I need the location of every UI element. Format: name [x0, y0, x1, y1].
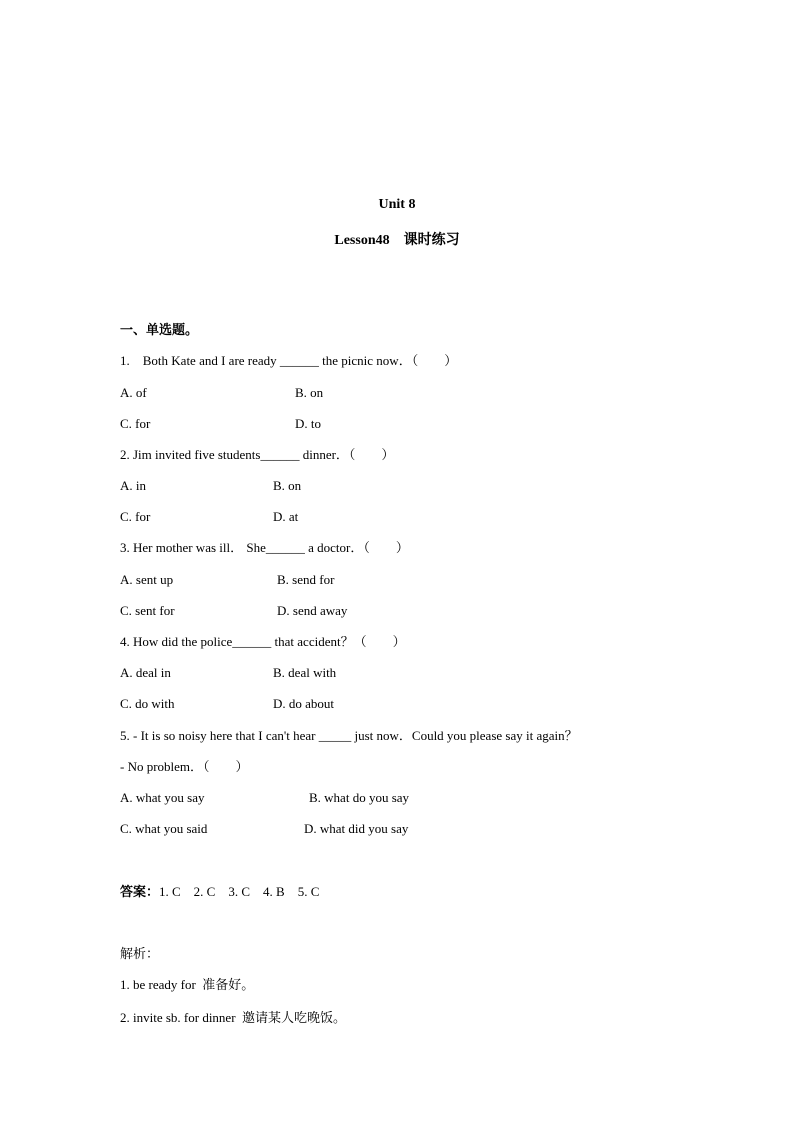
- question-4-option-a: A. deal in: [120, 665, 171, 680]
- question-5-option-d: D. what did you say: [304, 821, 409, 836]
- question-3-option-c: C. sent for: [120, 603, 175, 618]
- question-2-option-c: C. for: [120, 509, 151, 524]
- question-4-option-b: B. deal with: [273, 665, 337, 680]
- lesson-title: Lesson48 课时练习: [334, 233, 460, 248]
- analysis-item-1: 1. be ready for 准备好。: [120, 977, 255, 992]
- question-3-stem: 3. Her mother was ill． She______ a doctor．（ ）: [120, 540, 409, 555]
- question-2-stem: 2. Jim invited five students______ dinner．（ ）: [120, 447, 395, 462]
- question-3-option-b: B. send for: [277, 572, 335, 587]
- question-1-option-d: D. to: [295, 416, 321, 431]
- question-3-option-a: A. sent up: [120, 572, 174, 587]
- answer-text: 1. C 2. C 3. C 4. B 5. C: [159, 884, 320, 899]
- answer-line: [120, 884, 319, 900]
- question-5-stem: 5. - It is so noisy here that I can't hear _____ just now．Could you please say it again？: [120, 728, 578, 743]
- question-2-option-b: B. on: [273, 478, 302, 493]
- question-1-stem: 1. Both Kate and I are ready ______ the picnic now．（ ）: [120, 353, 458, 368]
- unit-title: Unit 8: [378, 197, 416, 212]
- question-1-option-c: C. for: [120, 416, 151, 431]
- question-2-option-a: A. in: [120, 478, 146, 493]
- question-5-stem-response: - No problem．（ ）: [120, 759, 249, 774]
- question-5-option-b: B. what do you say: [309, 790, 410, 805]
- question-5-option-a: A. what you say: [120, 790, 205, 805]
- question-1-option-b: B. on: [295, 385, 324, 400]
- section-title: 一、单选题。: [120, 322, 199, 337]
- question-4-stem: 4. How did the police______ that accident？（ ）: [120, 634, 406, 649]
- analysis-item-2: 2. invite sb. for dinner 邀请某人吃晚饭。: [120, 1010, 347, 1025]
- question-4-option-d: D. do about: [273, 696, 335, 711]
- answer-label: 答案：: [120, 884, 160, 899]
- question-5-option-c: C. what you said: [120, 821, 208, 836]
- question-4-option-c: C. do with: [120, 696, 175, 711]
- analysis-label: 解析：: [120, 946, 160, 961]
- question-2-option-d: D. at: [273, 509, 299, 524]
- question-3-option-d: D. send away: [277, 603, 348, 618]
- question-1-option-a: A. of: [120, 385, 147, 400]
